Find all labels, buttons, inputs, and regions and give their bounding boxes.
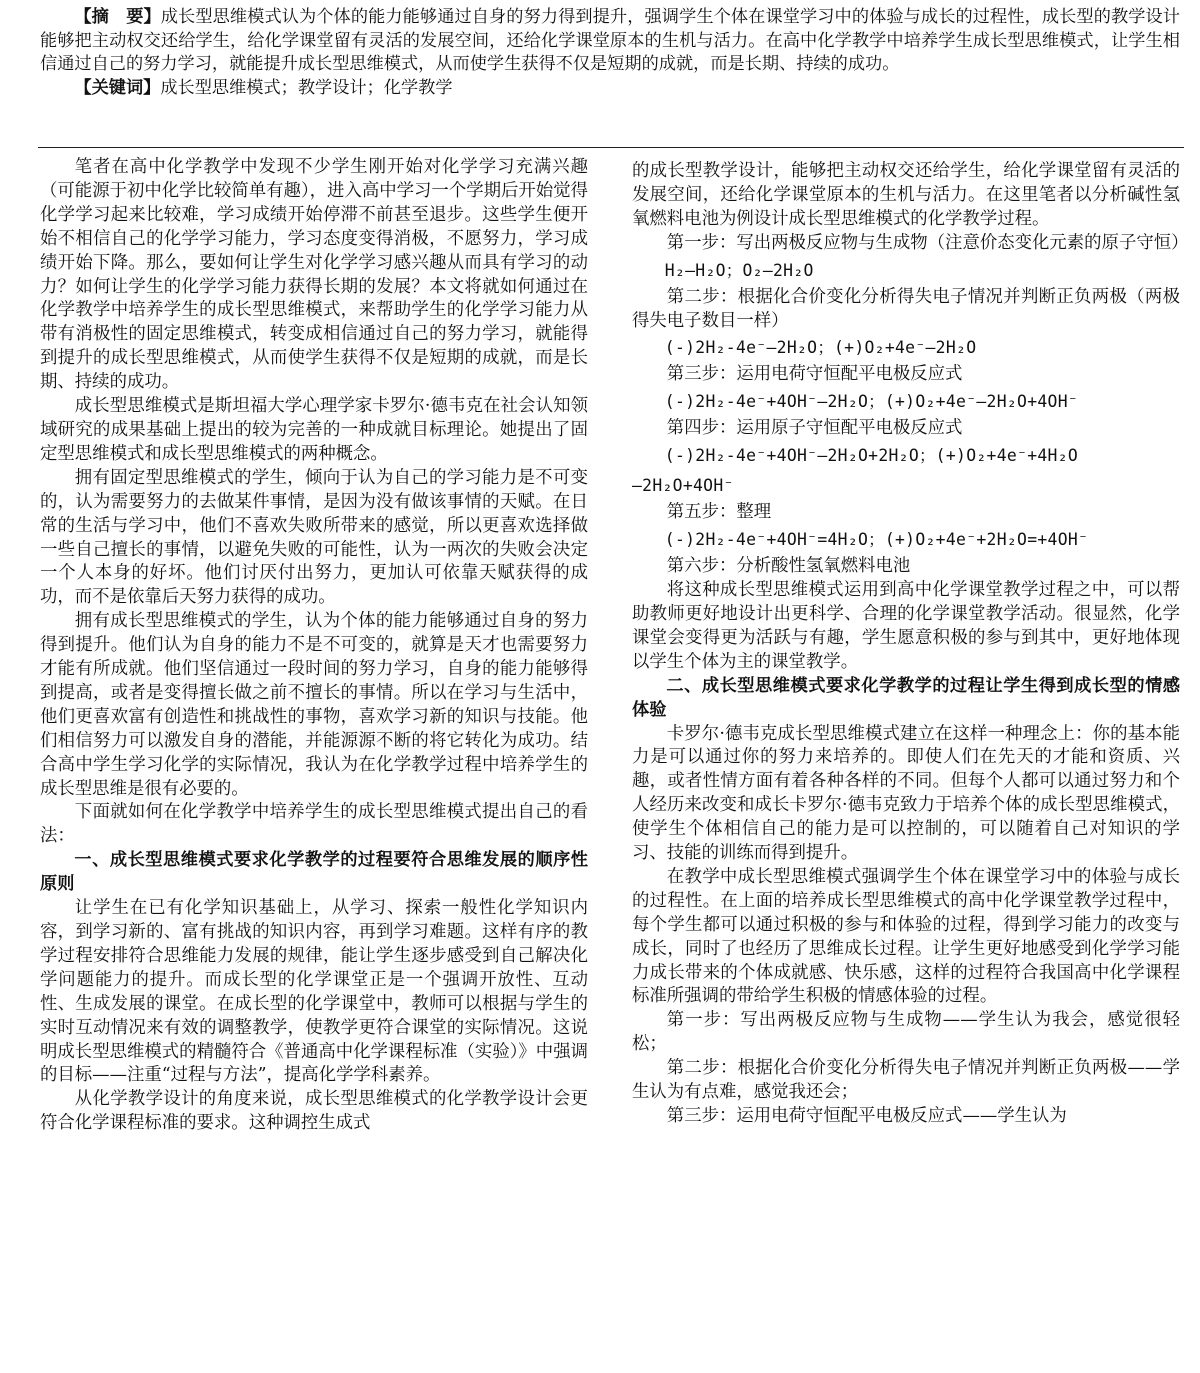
right-column	[632, 160, 1189, 1129]
body-paragraph: 笔者在高中化学教学中发现不少学生刚开始对化学学习充满兴趣（可能源于初中化学比较简单有趣），进入高中学习一个学期后开始觉得化学学习起来比较难，学习成绩开始停滞不前甚至退步。这些学生便开始不相信自己的化学学习能力，学习态度变得消极，不愿努力，学习成绩开始下降。那么，要如何让学生对化学学习感兴趣从而具有学习的动力？如何让学生的化学学习能力获得长期的发展？本文将就如何通过在化学教学中培养学生的成长型思维模式，来帮助学生的化学学习能力从带有消极性的固定思维模式，转变成相信通过自己的努力学习，就能得到提升的成长型思维模式，从而使学生获得不仅是短期的成就，而是长期、持续的成功。	[40, 157, 588, 393]
equation-continuation: —2H₂O+4OH⁻	[632, 476, 734, 496]
body-paragraph: 第一步：写出两极反应物与生成物——学生认为我会，感觉很轻松；	[632, 1010, 1180, 1055]
body-paragraph: 在教学中成长型思维模式强调学生个体在课堂学习中的体验与成长的过程性。在上面的培养成长型思维模式的高中化学课堂教学过程中，每个学生都可以通过积极的参与和体验的过程，得到学习能力的改变与成长，同时了也经历了思维成长过程。让学生更好地感受到化学学习能力成长带来的个体成就感、快乐感，这样的过程符合我国高中化学课程标准所强调的带给学生积极的情感体验的过程。	[632, 866, 1180, 1007]
keywords-text: 成长型思维模式；教学设计；化学教学	[160, 77, 453, 98]
equation: (-)2H₂-4e⁻+4OH⁻=4H₂O；(+)O₂+4e⁻+2H₂O=+4OH⁻	[664, 530, 1089, 550]
keywords-paragraph	[40, 77, 1180, 101]
step-text: 第四步：运用原子守恒配平电极反应式	[666, 418, 963, 439]
body-paragraph: 第二步：根据化合价变化分析得失电子情况并判断正负两极——学生认为有点难，感觉我还会；	[632, 1058, 1180, 1103]
header-divider	[38, 147, 1184, 148]
equation: (-)2H₂-4e⁻+4OH⁻—2H₂O+2H₂O；(+)O₂+4e⁻+4H₂O	[664, 446, 1079, 466]
body-paragraph: 拥有成长型思维模式的学生，认为个体的能力能够通过自身的努力得到提升。他们认为自身的能力不是不可变的，就算是天才也需要努力才能有所成就。他们坚信通过一段时间的努力学习，自身的能力能够得到提高，或者是变得擅长做之前不擅长的事情。所以在学习与生活中，他们更喜欢富有创造性和挑战性的事物，喜欢学习新的知识与技能。他们相信努力可以激发自身的潜能，并能源源不断的将它转化为成功。结合高中学生学习化学的实际情况，我认为在化学教学过程中培养学生的成长型思维是很有必要的。	[40, 611, 588, 799]
step-text: 第五步：整理	[666, 502, 772, 523]
body-paragraph: 将这种成长型思维模式运用到高中化学课堂教学过程之中，可以帮助教师更好地设计出更科学、合理的化学课堂教学活动。很显然，化学课堂会变得更为活跃与有趣，学生愿意积极的参与到其中，更好地体现以学生个体为主的课堂教学。	[632, 580, 1180, 672]
step-text: 第六步：分析酸性氢氧燃料电池	[666, 556, 911, 577]
abstract-text: 成长型思维模式认为个体的能力能够通过自身的努力得到提升，强调学生个体在课堂学习中的体验与成长的过程性，成长型的教学设计能够把主动权交还给学生，给化学课堂留有灵活的发展空间，还给化学课堂原本的生机与活力。在高中化学教学中培养学生成长型思维模式，让学生相信通过自己的努力学习，就能提升成长型思维模式，从而使学生获得不仅是短期的成就，而是长期、持续的成功。	[40, 7, 1180, 75]
section-heading-1: 一、成长型思维模式要求化学教学的过程要符合思维发展的顺序性原则	[40, 850, 588, 895]
abstract-block	[40, 6, 1180, 100]
step-text: 第一步：写出两极反应物与生成物（注意价态变化元素的原子守恒）	[666, 232, 1189, 253]
step-text: 第二步：根据化合价变化分析得失电子情况并判断正负两极（两极得失电子数目一样）	[632, 286, 1180, 331]
left-column	[40, 156, 588, 1136]
section-heading-2: 二、成长型思维模式要求化学教学的过程让学生得到成长型的情感体验	[632, 675, 1180, 720]
body-paragraph: 从化学教学设计的角度来说，成长型思维模式的化学教学设计会更符合化学课程标准的要求。这种调控生成式	[40, 1089, 588, 1134]
equation: (-)2H₂-4e⁻—2H₂O；(+)O₂+4e⁻—2H₂O	[664, 338, 977, 358]
body-paragraph: 的成长型教学设计，能够把主动权交还给学生，给化学课堂留有灵活的发展空间，还给化学课堂原本的生机与活力。在这里笔者以分析碱性氢氧燃料电池为例设计成长型思维模式的化学教学过程。	[632, 161, 1180, 229]
body-paragraph: 成长型思维模式是斯坦福大学心理学家卡罗尔·德韦克在社会认知领域研究的成果基础上提出的较为完善的一种成就目标理论。她提出了固定型思维模式和成长型思维模式的两种概念。	[40, 396, 588, 464]
abstract-label: 【摘 要】	[74, 7, 161, 27]
body-paragraph: 第三步：运用电荷守恒配平电极反应式——学生认为	[666, 1106, 1067, 1126]
abstract-paragraph	[40, 6, 1180, 77]
keywords-label: 【关键词】	[74, 77, 161, 98]
step-text: 第三步：运用电荷守恒配平电极反应式	[666, 364, 963, 385]
body-paragraph: 让学生在已有化学知识基础上，从学习、探索一般性化学知识内容，到学习新的、富有挑战的知识内容，再到学习难题。这样有序的教学过程安排符合思维能力发展的规律，能让学生逐步感受到自己解决化学问题能力的提升。而成长型的化学课堂正是一个强调开放性、互动性、生成发展的课堂。在成长型的化学课堂中，教师可以根据与学生的实时互动情况来有效的调整教学，使教学更符合课堂的实际情况。这说明成长型思维模式的精髓符合《普通高中化学课程标准（实验）》中强调的目标——注重“过程与方法”，提高化学学科素养。	[40, 898, 588, 1086]
body-paragraph: 下面就如何在化学教学中培养学生的成长型思维模式提出自己的看法：	[40, 802, 588, 847]
equation: H₂—H₂O；O₂—2H₂O	[664, 260, 814, 280]
equation: (-)2H₂-4e⁻+4OH⁻—2H₂O；(+)O₂+4e⁻—2H₂O+4OH⁻	[664, 392, 1079, 412]
body-paragraph: 拥有固定型思维模式的学生，倾向于认为自己的学习能力是不可变的，认为需要努力的去做某件事情，是因为没有做该事情的天赋。在日常的生活与学习中，他们不喜欢失败所带来的感觉，所以更喜欢选择做一些自己擅长的事情，以避免失败的可能性，认为一两次的失败会决定一个人本身的好坏。他们讨厌付出努力，更加认可依靠天赋获得的成功，而不是依靠后天努力获得的成功。	[40, 467, 588, 608]
body-paragraph: 卡罗尔·德韦克成长型思维模式建立在这样一种理念上：你的基本能力是可以通过你的努力来培养的。即使人们在先天的才能和资质、兴趣，或者性情方面有着各种各样的不同。但每个人都可以通过努力和个人经历来改变和成长卡罗尔·德韦克致力于培养个体的成长型思维模式，使学生个体相信自己的能力是可以控制的，可以随着自己对知识的学习、技能的训练而得到提升。	[632, 723, 1180, 864]
